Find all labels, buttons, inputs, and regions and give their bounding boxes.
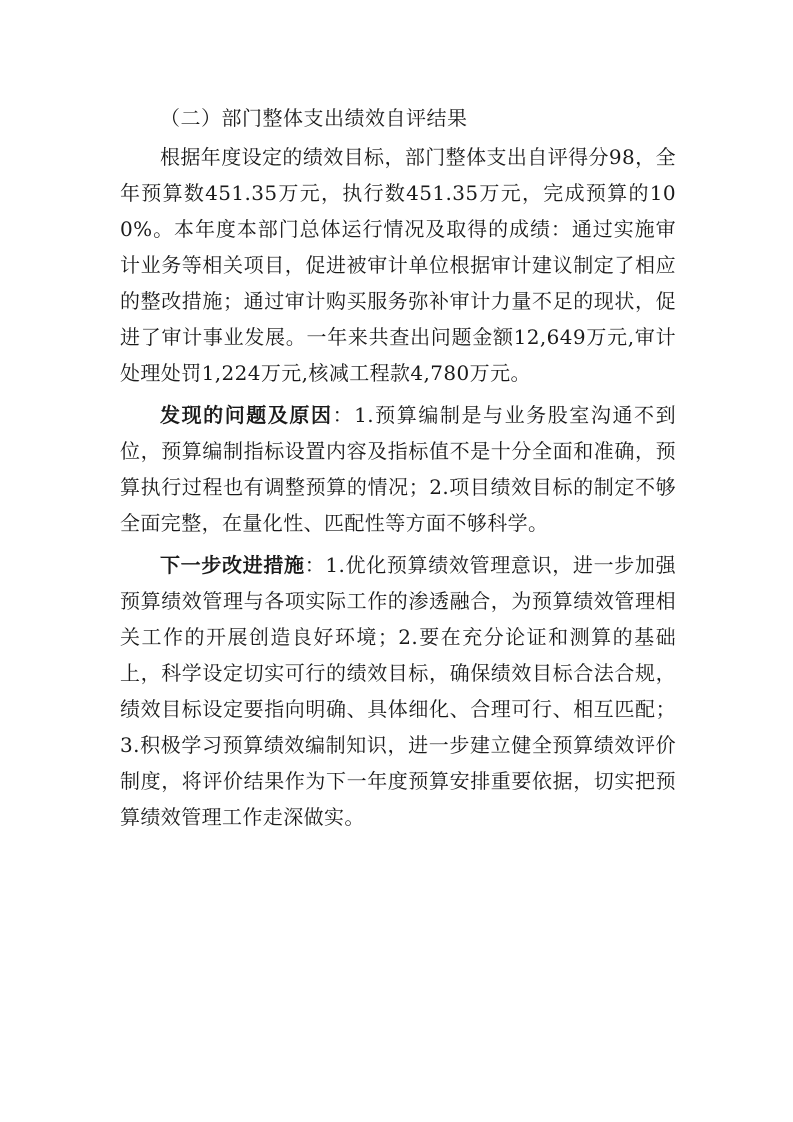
problems-label: 发现的问题及原因	[160, 403, 333, 427]
problems-text: ：1.预算编制是与业务股室沟通不到位，预算编制指标设置内容及指标值不是十分全面和准确，预算执行过程也有调整预算的情况；2.项目绩效目标的制定不够全面完整，在量化性、匹配性等方面不够科学。	[120, 403, 676, 535]
measures-text: ：1.优化预算绩效管理意识，进一步加强预算绩效管理与各项实际工作的渗透融合，为预算绩效管理相关工作的开展创造良好环境；2.要在充分论证和测算的基础上，科学设定切实可行的绩效目标，确保绩效目标合法合规，绩效目标设定要指向明确、具体细化、合理可行、相互匹配；3.积极学习预算绩效编制知识，进一步建立健全预算绩效评价制度，将评价结果作为下一年度预算安排重要依据，切实把预算绩效管理工作走深做实。	[120, 553, 676, 829]
document-body	[120, 100, 676, 841]
measures-label: 下一步改进措施	[160, 553, 305, 577]
problems-paragraph	[120, 397, 676, 541]
measures-paragraph	[120, 547, 676, 835]
section-heading: （二）部门整体支出绩效自评结果	[160, 106, 468, 130]
summary-paragraph: 根据年度设定的绩效目标，部门整体支出自评得分98，全年预算数451.35万元，执行数451.35万元，完成预算的100%。本年度本部门总体运行情况及取得的成绩：通过实施审计业务等相关项目，促进被审计单位根据审计建议制定了相应的整改措施；通过审计购买服务弥补审计力量不足的现状，促进了审计事业发展。一年来共查出问题金额12,649万元,审计处理处罚1,224万元,核减工程款4,780万元。	[120, 145, 676, 385]
